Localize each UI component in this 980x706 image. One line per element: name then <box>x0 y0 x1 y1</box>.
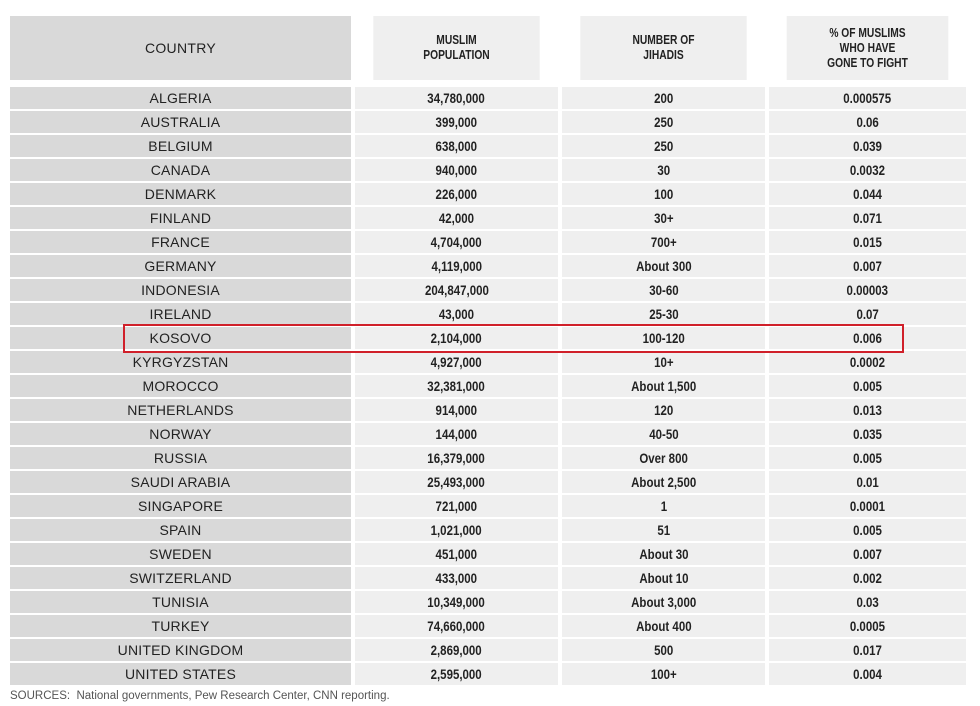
table-row <box>10 639 970 661</box>
jihadis-cell-text: 700+ <box>650 234 677 250</box>
percent-cell-text: 0.039 <box>853 138 882 154</box>
country-cell: FRANCE <box>10 231 351 253</box>
jihadis-cell-text: 25-30 <box>648 306 679 322</box>
percent-cell <box>769 423 966 445</box>
percent-cell-text: 0.06 <box>856 114 879 130</box>
population-cell-text: 451,000 <box>435 546 478 562</box>
country-cell: DENMARK <box>10 183 351 205</box>
population-cell-text: 399,000 <box>435 114 478 130</box>
jihadis-cell <box>562 303 765 325</box>
jihadis-cell <box>562 159 765 181</box>
population-cell <box>355 471 558 493</box>
percent-cell <box>769 207 966 229</box>
jihadis-cell-text: 100 <box>653 186 674 202</box>
percent-cell-text: 0.002 <box>853 570 882 586</box>
country-cell: NETHERLANDS <box>10 399 351 421</box>
jihadis-cell-text: 30-60 <box>648 282 679 298</box>
jihadis-cell-text: 1 <box>660 498 667 514</box>
percent-cell-text: 0.00003 <box>846 282 889 298</box>
percent-cell-text: 0.0001 <box>849 498 886 514</box>
population-cell-text: 4,927,000 <box>430 354 483 370</box>
jihadis-cell <box>562 639 765 661</box>
country-cell: MOROCCO <box>10 375 351 397</box>
population-cell-text: 433,000 <box>435 570 478 586</box>
jihadis-cell-text: 30 <box>657 162 670 178</box>
percent-cell-text: 0.01 <box>856 474 879 490</box>
population-cell <box>355 327 558 349</box>
percent-cell-text: 0.005 <box>853 522 882 538</box>
jihadis-cell-text: 40-50 <box>648 426 679 442</box>
table-row <box>10 351 970 373</box>
percent-cell <box>769 663 966 685</box>
data-table <box>10 16 970 687</box>
percent-cell-text: 0.004 <box>853 666 882 682</box>
country-cell: UNITED KINGDOM <box>10 639 351 661</box>
jihadis-cell <box>562 543 765 565</box>
jihadis-cell-text: 120 <box>653 402 674 418</box>
population-cell <box>355 87 558 109</box>
percent-cell <box>769 183 966 205</box>
percent-cell <box>769 519 966 541</box>
population-cell-text: 204,847,000 <box>424 282 489 298</box>
jihadis-cell-text: About 1,500 <box>630 378 697 394</box>
table-row <box>10 375 970 397</box>
percent-cell-text: 0.03 <box>856 594 879 610</box>
percent-cell-text: 0.005 <box>853 378 882 394</box>
jihadis-cell-text: 100-120 <box>642 330 685 346</box>
percent-cell <box>769 231 966 253</box>
population-cell-text: 721,000 <box>435 498 478 514</box>
population-cell <box>355 447 558 469</box>
percent-cell-text: 0.013 <box>853 402 882 418</box>
jihadis-cell-text: About 10 <box>638 570 689 586</box>
percent-cell <box>769 327 966 349</box>
population-cell-text: 32,381,000 <box>427 378 486 394</box>
population-cell <box>355 351 558 373</box>
table-row <box>10 255 970 277</box>
percent-cell-text: 0.071 <box>853 210 882 226</box>
population-cell <box>355 615 558 637</box>
table-row <box>10 399 970 421</box>
table-row <box>10 423 970 445</box>
population-cell <box>355 111 558 133</box>
population-cell-text: 144,000 <box>435 426 478 442</box>
percent-cell-text: 0.035 <box>853 426 882 442</box>
population-cell-text: 1,021,000 <box>430 522 483 538</box>
country-cell: RUSSIA <box>10 447 351 469</box>
country-cell: ALGERIA <box>10 87 351 109</box>
population-cell-text: 74,660,000 <box>427 618 486 634</box>
jihadis-cell-text: 500 <box>653 642 674 658</box>
percent-cell-text: 0.07 <box>856 306 879 322</box>
population-cell-text: 2,104,000 <box>430 330 483 346</box>
jihadis-cell <box>562 471 765 493</box>
country-cell: IRELAND <box>10 303 351 325</box>
jihadis-cell-text: About 3,000 <box>630 594 697 610</box>
population-cell <box>355 231 558 253</box>
country-cell: SAUDI ARABIA <box>10 471 351 493</box>
population-cell-text: 4,119,000 <box>431 258 482 274</box>
population-cell <box>355 663 558 685</box>
population-cell <box>355 255 558 277</box>
percent-cell-text: 0.015 <box>853 234 882 250</box>
country-cell: FINLAND <box>10 207 351 229</box>
population-cell <box>355 423 558 445</box>
header-muslim-population: MUSLIM POPULATION <box>373 16 539 80</box>
population-cell-text: 16,379,000 <box>427 450 486 466</box>
table-row <box>10 231 970 253</box>
population-cell <box>355 519 558 541</box>
jihadis-cell-text: 100+ <box>650 666 677 682</box>
population-cell-text: 638,000 <box>435 138 478 154</box>
population-cell <box>355 135 558 157</box>
jihadis-cell <box>562 375 765 397</box>
jihadis-cell <box>562 183 765 205</box>
percent-cell <box>769 399 966 421</box>
jihadis-cell <box>562 615 765 637</box>
percent-cell-text: 0.007 <box>853 546 882 562</box>
table-row <box>10 567 970 589</box>
country-cell: TUNISIA <box>10 591 351 613</box>
country-cell: SWITZERLAND <box>10 567 351 589</box>
jihadis-cell <box>562 399 765 421</box>
table-row <box>10 615 970 637</box>
country-cell: SPAIN <box>10 519 351 541</box>
population-cell <box>355 303 558 325</box>
table-row <box>10 207 970 229</box>
table-row <box>10 135 970 157</box>
table-body <box>10 87 970 685</box>
header-percent-gone-to-fight: % OF MUSLIMS WHO HAVE GONE TO FIGHT <box>787 16 949 80</box>
jihadis-cell <box>562 567 765 589</box>
table-row <box>10 327 970 349</box>
percent-cell-text: 0.007 <box>853 258 882 274</box>
table-row <box>10 303 970 325</box>
country-cell: GERMANY <box>10 255 351 277</box>
percent-cell <box>769 135 966 157</box>
jihadis-cell <box>562 279 765 301</box>
table-row <box>10 279 970 301</box>
table-row <box>10 495 970 517</box>
percent-cell <box>769 255 966 277</box>
percent-cell-text: 0.044 <box>853 186 882 202</box>
table-row <box>10 663 970 685</box>
table-header <box>10 16 970 80</box>
country-cell: KYRGYZSTAN <box>10 351 351 373</box>
population-cell <box>355 207 558 229</box>
jihadis-cell <box>562 351 765 373</box>
population-cell-text: 25,493,000 <box>427 474 486 490</box>
population-cell <box>355 495 558 517</box>
jihadis-cell-text: 10+ <box>653 354 674 370</box>
population-cell-text: 940,000 <box>435 162 478 178</box>
country-cell: SINGAPORE <box>10 495 351 517</box>
population-cell <box>355 399 558 421</box>
jihadis-cell <box>562 591 765 613</box>
percent-cell-text: 0.0002 <box>849 354 886 370</box>
country-cell: INDONESIA <box>10 279 351 301</box>
table-row <box>10 471 970 493</box>
population-cell <box>355 279 558 301</box>
population-cell <box>355 543 558 565</box>
header-number-of-jihadis: NUMBER OF JIHADIS <box>580 16 746 80</box>
population-cell-text: 42,000 <box>438 210 475 226</box>
table-row <box>10 111 970 133</box>
percent-cell <box>769 159 966 181</box>
country-cell: BELGIUM <box>10 135 351 157</box>
jihadis-cell-text: About 30 <box>638 546 689 562</box>
jihadis-cell <box>562 327 765 349</box>
percent-cell-text: 0.0005 <box>849 618 886 634</box>
jihadis-cell <box>562 231 765 253</box>
percent-cell <box>769 615 966 637</box>
country-cell: TURKEY <box>10 615 351 637</box>
jihadis-cell-text: 250 <box>653 114 674 130</box>
percent-cell <box>769 351 966 373</box>
jihadis-cell <box>562 663 765 685</box>
percent-cell <box>769 471 966 493</box>
jihadis-cell <box>562 87 765 109</box>
jihadis-cell <box>562 111 765 133</box>
jihadis-cell-text: 250 <box>653 138 674 154</box>
table-row <box>10 87 970 109</box>
sources-note: SOURCES: National governments, Pew Research Center, CNN reporting. <box>10 690 390 702</box>
country-cell: CANADA <box>10 159 351 181</box>
percent-cell-text: 0.006 <box>853 330 882 346</box>
percent-cell <box>769 639 966 661</box>
population-cell-text: 10,349,000 <box>427 594 486 610</box>
percent-cell <box>769 591 966 613</box>
percent-cell <box>769 375 966 397</box>
population-cell-text: 34,780,000 <box>427 90 486 106</box>
percent-cell-text: 0.0032 <box>849 162 886 178</box>
jihadis-cell-text: About 300 <box>635 258 692 274</box>
percent-cell <box>769 111 966 133</box>
population-cell <box>355 639 558 661</box>
percent-cell <box>769 543 966 565</box>
percent-cell-text: 0.005 <box>853 450 882 466</box>
country-cell: KOSOVO <box>10 327 351 349</box>
percent-cell <box>769 279 966 301</box>
jihadis-cell-text: 30+ <box>653 210 674 226</box>
population-cell-text: 2,595,000 <box>430 666 483 682</box>
table-row <box>10 591 970 613</box>
country-cell: AUSTRALIA <box>10 111 351 133</box>
country-cell: SWEDEN <box>10 543 351 565</box>
table-row <box>10 543 970 565</box>
table-row <box>10 159 970 181</box>
jihadis-cell-text: Over 800 <box>639 450 688 466</box>
population-cell <box>355 567 558 589</box>
percent-cell <box>769 495 966 517</box>
population-cell <box>355 591 558 613</box>
country-cell: NORWAY <box>10 423 351 445</box>
population-cell-text: 43,000 <box>438 306 475 322</box>
percent-cell <box>769 447 966 469</box>
jihadis-cell-text: About 2,500 <box>630 474 697 490</box>
population-cell <box>355 375 558 397</box>
population-cell-text: 226,000 <box>435 186 478 202</box>
population-cell-text: 2,869,000 <box>430 642 483 658</box>
table-row <box>10 447 970 469</box>
jihadis-cell <box>562 207 765 229</box>
percent-cell <box>769 303 966 325</box>
jihadis-cell <box>562 255 765 277</box>
population-cell-text: 914,000 <box>435 402 478 418</box>
population-cell <box>355 183 558 205</box>
jihadis-cell-text: 200 <box>653 90 674 106</box>
table-row <box>10 183 970 205</box>
jihadis-cell-text: 51 <box>657 522 670 538</box>
country-cell: UNITED STATES <box>10 663 351 685</box>
percent-cell-text: 0.000575 <box>843 90 892 106</box>
table-row <box>10 519 970 541</box>
percent-cell <box>769 567 966 589</box>
percent-cell <box>769 87 966 109</box>
population-cell-text: 4,704,000 <box>430 234 483 250</box>
jihadis-cell <box>562 519 765 541</box>
jihadis-cell <box>562 135 765 157</box>
jihadis-cell <box>562 447 765 469</box>
jihadis-cell <box>562 423 765 445</box>
header-country: COUNTRY <box>10 16 351 80</box>
percent-cell-text: 0.017 <box>853 642 882 658</box>
jihadis-cell <box>562 495 765 517</box>
population-cell <box>355 159 558 181</box>
jihadis-cell-text: About 400 <box>635 618 692 634</box>
